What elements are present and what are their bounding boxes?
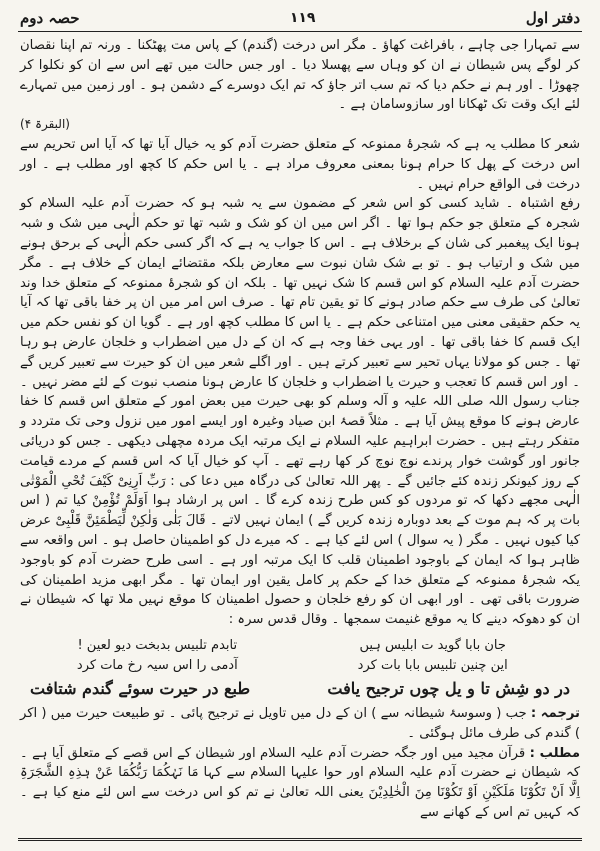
translation-text: جب ( وسوسۂ شیطانہ سے ) ان کے دل میں تاویل نے ترجیح پائی ۔ تو طبیعت حیرت میں ( اکر ) گندم کی طرف مائل ہوگئی ۔	[20, 705, 580, 741]
header-rule	[18, 31, 582, 32]
translation-paragraph	[20, 704, 580, 744]
clarification-paragraph: رفع اشتباہ ۔ شاید کسی کو اس شعر کے مضمون سے یہ شبہ ہو کہ حضرت آدم علیہ السلام کو شجرہ کے متعلق جو حکم ہوا تھا ۔ اگر اس میں ان کو شک و شبہ تھا تو حکم الٰہی میں شک و شبہ ہونا ایک پیغمبر کی شان کے برخلاف ہے ۔ اس کا جواب یہ ہے کہ اگر کسی حکم الٰہی کے برحق ہونے میں شک و ارتیاب ہو ۔ تو بے شک شان نبوت سے معارض بلکہ مقتضائے ایمان کے خلاف ہے ۔ مگر حضرت آدم علیہ السلام کو اس قسم کا شک نہیں تھا ۔ بلکہ ان کو شجرۂ ممنوعہ کے متعلق خدا وند تعالیٰ کی طرف سے حکم صادر ہونے کا تو یقین تام تھا ۔ صرف اس امر میں ان پر خفا باقی تھا کہ آیا یہ حکم حقیقی معنی میں امتناعی حکم ہے ۔ یا اس کا مطلب کچھ اور ہے ۔ گویا ان کو نفس حکم میں ایک قسم کا خفا باقی تھا ۔ اور یہی خفا وجہ ہے کہ ان کے دل میں اضطراب و خلجان عارض ہو رہا تھا ۔ جس کو مولانا یہاں تحیر سے تعبیر کرتے ہیں ۔ اور اگلے شعر میں ان کو حیرت سے تعبیر کریں گے ۔ اور اس قسم کا تعجب و حیرت یا اضطراب و خلجان کا عارض ہونا منصب نبوت کے لئے مضر نہیں ۔ جناب رسول اللہ صلی اللہ علیہ و آلہ وسلم کو بھی حیرت میں بعض امور کے متعلق اس قسم کا خفا عارض ہونے کا موقع پیش آیا ہے ۔ مثلاً قصۂ ابن صیاد وغیرہ اور ایسے امور میں نزول وحی تک متردد و متفکر رہتے ہیں ۔ حضرت ابراہیم علیہ السلام نے ایک مرتبہ ایک مردہ مچھلی دیکھی ۔ جس کو دریائی جانور اور گوشت خوار پرندے نوچ نوچ کر کھا رہے تھے ۔ آپ کو خیال آیا کہ اس قسم کے مردے قیامت کے روز کیونکر زندہ کئے جائیں گے ۔ پھر اللہ تعالیٰ کی درگاہ میں دعا کی : رَبِّ اَرِنِیْ کَیْفَ تُحْیِ الْمَوْتٰی الٰہی مجھے دکھا کہ تو مردوں کو کس طرح زندہ کرے گا ۔ اس پر ارشاد ہوا اَوَلَمْ تُؤْمِنْ کیا تم ( اس بات پر کہ ہم موت کے بعد دوبارہ زندہ کریں گے ) ایمان نہیں لاتے ۔ قَالَ بَلٰی وَلٰکِنْ لِّیَطْمَئِنَّ قَلْبِیْ عرض کیا کیوں نہیں ۔ مگر ( یہ سوال ) اس لئے کیا ہے ۔ کہ میرے دل کو اطمینان حاصل ہو ۔ اس واقعہ سے ظاہر ہوا کہ ایمان کے باوجود اطمینان قلب کا ایک مرتبہ اور ہے ۔ اسی طرح حضرت آدم کو باوجود یکہ شجرۂ ممنوعہ کے متعلق خدا کے حکم پر کامل یقین اور ایمان تھا ۔ مگر ابھی مزید اطمینان کی ضرورت باقی تھی ۔ اور ابھی ان کو رفع خلجان و حصول اطمینان کا موقع نہیں ملا تھا کہ شیطان نے ان کو دھوکہ دینے کا یہ موقع غنیمت سمجھا ۔ وقال قدس سرہ :	[20, 196, 580, 628]
couplet-right: جان بابا گوید ت ابلیس ہیں	[359, 637, 506, 653]
persian-verse-right: در دو شِش تا و یل چوں ترجیح یافت	[327, 678, 570, 698]
matlab-paragraph	[20, 744, 580, 823]
page-number: ۱۱۹	[289, 10, 316, 26]
page-body	[20, 36, 580, 823]
matlab-label: مطلب :	[529, 745, 580, 761]
persian-verse	[20, 676, 580, 702]
persian-verse-left: طبع در حیرت سوئے گندم شتافت	[30, 678, 251, 698]
poem-couplet	[20, 636, 580, 656]
couplet-right: این چنین تلبیس بابا بات کرد	[357, 657, 508, 673]
quran-reference: (البقرۃ ۴)	[20, 117, 70, 132]
header-section-left: حصہ دوم	[20, 9, 80, 27]
commentary-paragraph: شعر کا مطلب یہ ہے کہ شجرۂ ممنوعہ کے متعلق حضرت آدم کو یہ خیال آیا تھا کہ آیا اس تحریم سے اس درخت کے پھل کا حرام ہونا بمعنی معروف مراد ہے ۔ یا اس حکم کا کچھ اور مطلب ہے ۔ اور درخت فی الواقع حرام نہیں ۔	[20, 136, 580, 192]
footer-rule	[18, 838, 582, 841]
page-header	[20, 6, 580, 30]
couplet-left: آدمی را اس سیہ رخ مات کرد	[76, 657, 238, 673]
couplet-left: تابدم تلبیس بدبخت دیو لعین !	[77, 637, 238, 653]
poem-block	[20, 636, 580, 702]
verse-translation-paragraph: سے تمہارا جی چاہے ، بافراغت کھاؤ ۔ مگر اس درخت (گندم) کے پاس مت پھٹکنا ۔ ورنہ تم اپنا نقصان کر لوگے پس شیطان نے ان کو وہاں سے پھسلا دیا ۔ اور جس حالت میں تھے اس سے ان کو نکلوا کر چھوڑا ۔ اور ہم نے حکم دیا کہ تم سب اتر جاؤ کہ تم ایک دوسرے کے دشمن ہو ۔ اور زمین میں تمہارے لئے ایک وقت تک ٹھکانا اور سازوسامان ہے ۔	[20, 38, 580, 113]
header-volume-right: دفتر اول	[525, 9, 580, 27]
poem-couplet	[20, 656, 580, 676]
translation-label: ترجمہ :	[530, 705, 580, 721]
matlab-text: قرآن مجید میں اور جگہ حضرت آدم علیہ السلام اور شیطان کے اس قصے کے متعلق آیا ہے ۔ کہ شیطان نے حضرت آدم علیہ السلام اور حوا علیہا السلام سے کہا مَا نَہٰکُمَا رَبُّکُمَا عَنْ ہٰذِہِ الشَّجَرَۃِ اِلَّا اَنْ تَکُوْنَا مَلَکَیْنِ اَوْ تَکُوْنَا مِنَ الْخٰلِدِیْنَ یعنی اللہ تعالیٰ نے تم کو اس درخت سے اس لئے منع کیا ہے ۔ کہ کہیں تم اس کے کھانے سے	[20, 745, 580, 820]
